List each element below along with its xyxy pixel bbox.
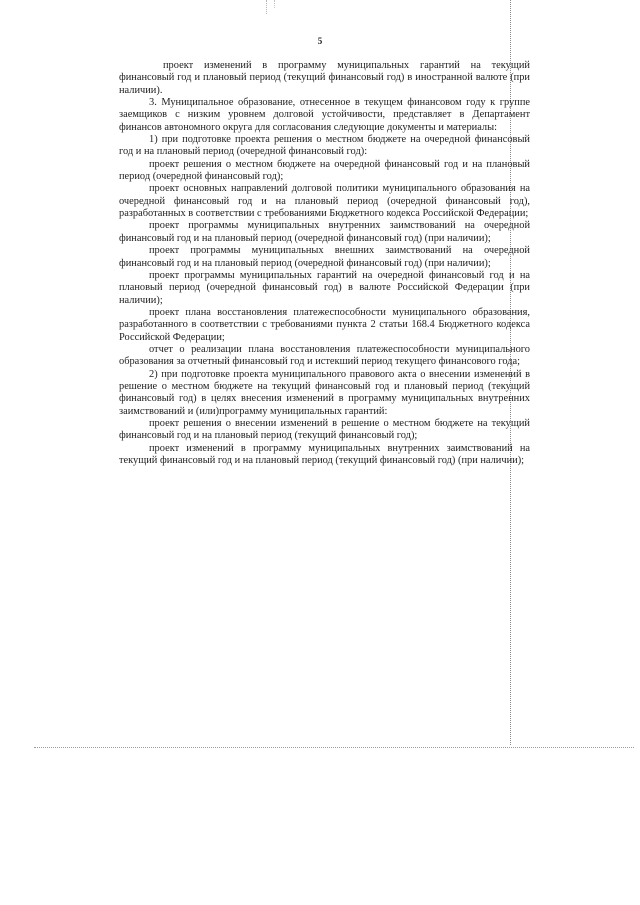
paragraph: проект решения о местном бюджете на очередной финансовый год и на плановый период (очередной финансовый год);: [119, 158, 530, 183]
paragraph: 1) при подготовке проекта решения о местном бюджете на очередной финансовый год и на плановый период (очередной финансовый год):: [119, 134, 530, 158]
scan-fold-mark: [266, 0, 267, 14]
paragraph: проект изменений в программу муниципальных гарантий на текущий финансовый год и плановый период (текущий финансовый год) в иностранной валюте (при наличии).: [119, 60, 530, 96]
paragraph: проект решения о внесении изменений в решение о местном бюджете на текущий финансовый год и на плановый период (текущий финансовый год);: [119, 417, 530, 442]
paragraph: проект изменений в программу муниципальных внутренних заимствований на текущий финансовый год и на плановый период (текущий финансовый год) (при наличии);: [119, 442, 530, 466]
paragraph: проект основных направлений долговой политики муниципального образования на очередной финансовый год и на плановый период (очередной финансовый год), разработанных в соответствии с требованиями Бюджетного кодекса Российской Федерации;: [119, 183, 530, 220]
paragraph: проект плана восстановления платежеспособности муниципального образования, разработанного в соответствии с требованиями пункта 2 статьи 168.4 Бюджетного кодекса Российской Федерации;: [119, 306, 530, 343]
paragraph: 2) при подготовке проекта муниципального правового акта о внесении изменений в решение о местном бюджете на текущий финансовый год и плановый период (текущий финансовый год) в целях внесения изменений в программу муниципальных внутренних заимствований и (или)программу муниципальных гарантий:: [119, 368, 530, 417]
page-number: 5: [317, 36, 323, 46]
scan-fold-mark: [274, 0, 275, 8]
paragraph: проект программы муниципальных внутренних заимствований на очередной финансовый год и на плановый период (очередной финансовый год) (при наличии);: [119, 220, 530, 244]
paragraph: проект программы муниципальных внешних заимствований на очередной финансовый год и на плановый период (очередной финансовый год) (при наличии);: [119, 245, 530, 269]
document-body: [119, 60, 530, 467]
page-bottom-edge: [34, 747, 634, 748]
paragraph: 3. Муниципальное образование, отнесенное в текущем финансовом году к группе заемщиков с низким уровнем долговой устойчивости, представляет в Департамент финансов автономного округа для согласования следующие документы и материалы:: [119, 97, 530, 133]
paragraph: отчет о реализации плана восстановления платежеспособности муниципального образования за отчетный финансовый год и истекший период текущего финансового года;: [119, 343, 530, 368]
paragraph: проект программы муниципальных гарантий на очередной финансовый год и на плановый период (очередной финансовый год) в валюте Российской Федерации (при наличии);: [119, 269, 530, 306]
